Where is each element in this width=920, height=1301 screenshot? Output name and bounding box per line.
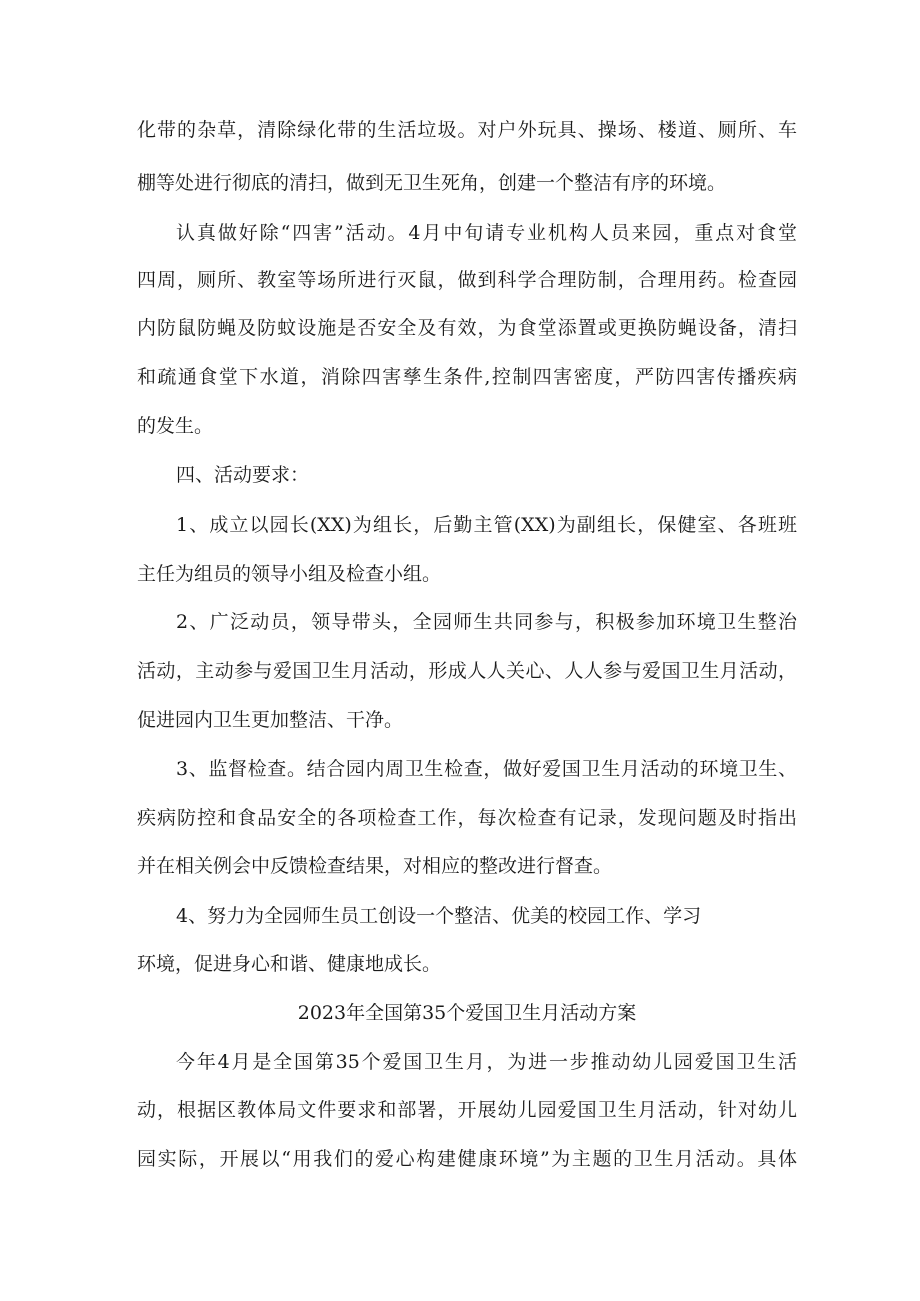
paragraph-line: 2、广泛动员，领导带头，全园师生共同参与，积极参加环境卫生整治 <box>176 611 797 633</box>
paragraph-line: 园实际，开展以“用我们的爱心构建健康环境”为主题的卫生月活动。具体 <box>137 1148 797 1170</box>
paragraph-line: 活动，主动参与爱国卫生月活动，形成人人关心、人人参与爱国卫生月活动， <box>137 660 797 682</box>
paragraph-line: 1、成立以园长(XX)为组长，后勤主管(XX)为副组长，保健室、各班班 <box>176 514 797 536</box>
paragraph-line: 和疏通食堂下水道，消除四害孳生条件,控制四害密度，严防四害传播疾病 <box>137 366 797 388</box>
section-heading: 四、活动要求： <box>176 464 310 486</box>
paragraph-line: 动，根据区教体局文件要求和部署，开展幼儿园爱国卫生月活动，针对幼儿 <box>137 1099 797 1121</box>
paragraph-line: 疾病防控和食品安全的各项检查工作，每次检查有记录，发现问题及时指出 <box>137 807 797 829</box>
paragraph-line: 的发生。 <box>137 415 214 437</box>
paragraph-line: 内防鼠防蝇及防蚊设施是否安全及有效，为食堂添置或更换防蝇设备，清扫 <box>137 317 797 339</box>
paragraph-line: 化带的杂草，清除绿化带的生活垃圾。对户外玩具、操场、楼道、厕所、车 <box>137 119 797 141</box>
paragraph-line: 四周，厕所、教室等场所进行灭鼠，做到科学合理防制，合理用药。检查园 <box>137 269 797 291</box>
paragraph-line: 棚等处进行彻底的清扫，做到无卫生死角，创建一个整洁有序的环境。 <box>137 172 727 194</box>
paragraph-line: 今年4月是全国第35个爱国卫生月，为进一步推动幼儿园爱国卫生活 <box>176 1051 797 1073</box>
paragraph-line: 3、监督检查。结合园内周卫生检查，做好爱国卫生月活动的环境卫生、 <box>176 758 797 780</box>
document-title: 2023年全国第35个爱国卫生月活动方案 <box>297 1002 637 1024</box>
paragraph-line: 促进园内卫生更加整洁、干净。 <box>137 709 404 731</box>
paragraph-line: 环境，促进身心和谐、健康地成长。 <box>137 953 442 975</box>
paragraph-line: 主任为组员的领导小组及检查小组。 <box>137 563 442 585</box>
paragraph-line: 并在相关例会中反馈检查结果，对相应的整改进行督查。 <box>137 855 613 877</box>
paragraph-line: 认真做好除“四害”活动。4月中旬请专业机构人员来园，重点对食堂 <box>176 222 797 244</box>
paragraph-line: 4、努力为全园师生员工创设一个整洁、优美的校园工作、学习 <box>176 905 702 927</box>
